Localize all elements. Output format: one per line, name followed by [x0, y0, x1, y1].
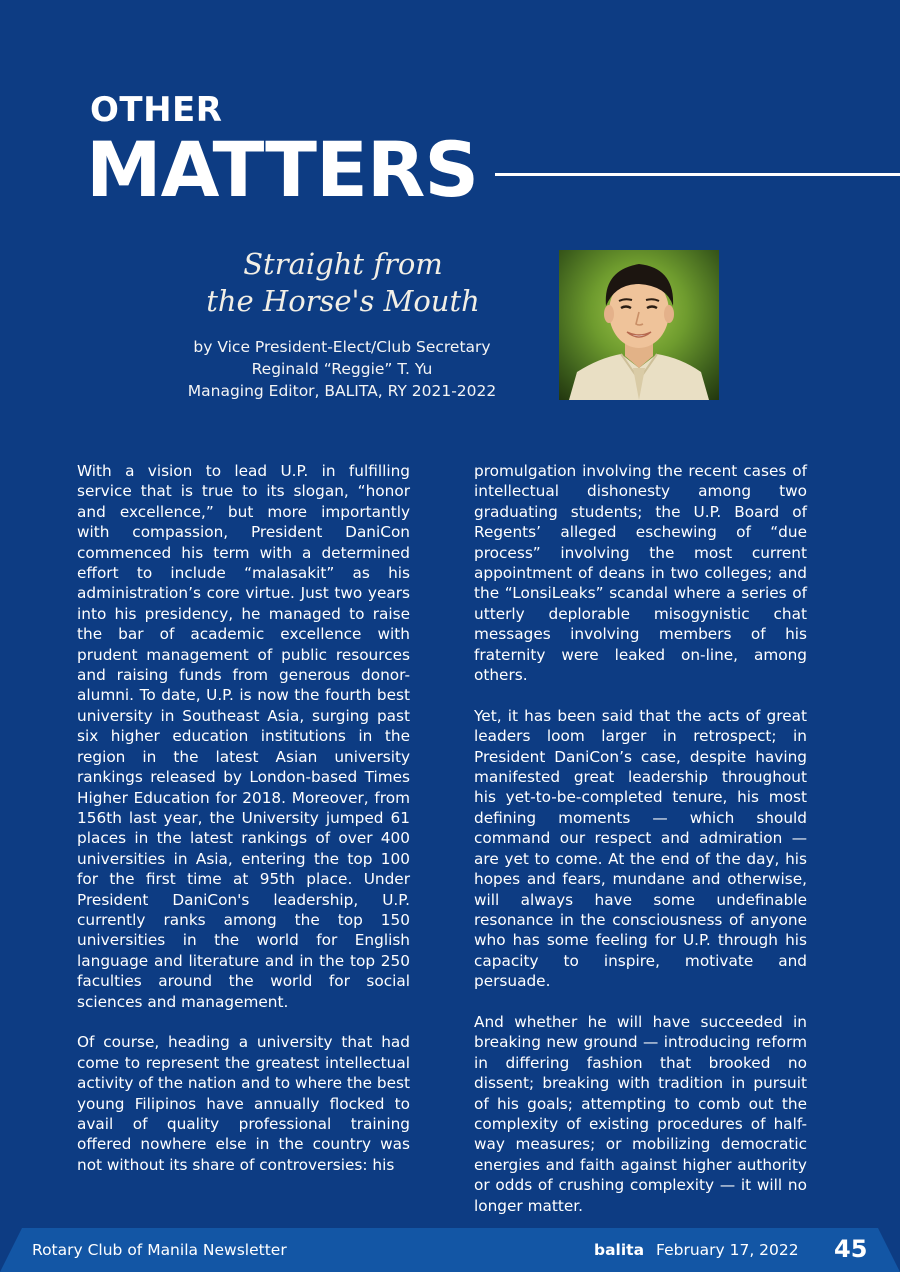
article-title-line-1: Straight from [243, 247, 443, 281]
article-column-right [474, 461, 807, 1236]
author-portrait [559, 250, 719, 400]
article-title-line-2: the Horse's Mouth [206, 284, 480, 318]
byline-line: by Vice President-Elect/Club Secretary [193, 338, 491, 356]
byline-line: Reginald “Reggie” T. Yu [251, 360, 433, 378]
portrait-illustration [559, 250, 719, 400]
body-paragraph: promulgation involving the recent cases of intellectual dishonesty among two graduating students; the U.P. Board of Regents’ alleged eschewing of “due process” involving the most current appointment of deans in two colleges; and the “LonsiLeaks” scandal where a series of utterly deplorable misogynistic chat messages involving members of his fraternity were leaked on-line, among others. [474, 462, 807, 685]
body-paragraph: Of course, heading a university that had come to represent the greatest intellectual activity of the nation and to where the best young Filipinos have annually flocked to avail of quality professional training offered nowhere else in the country was not without its share of controversies: his [77, 1033, 410, 1174]
footer-publication: Rotary Club of Manila Newsletter [32, 1241, 287, 1259]
article-column-left [77, 461, 410, 1196]
body-paragraph: And whether he will have succeeded in breaking new ground — introducing reform in differing fashion that brooked no dissent; breaking with tradition in pursuit of his goals; attempting to comb out the complexity of existing procedures of half-way measures; or mobilizing democratic energies and faith against higher authority or odds of crushing complexity — it will no longer matter. [474, 1012, 807, 1215]
footer-brand: balita [594, 1241, 645, 1259]
byline [140, 336, 544, 402]
page-footer [0, 1228, 900, 1272]
section-title: MATTERS [86, 125, 479, 214]
footer-date: February 17, 2022 [656, 1241, 799, 1259]
body-paragraph: Yet, it has been said that the acts of great leaders loom larger in retrospect; in President DaniCon’s case, despite having manifested great leadership throughout his yet-to-be-completed tenure, his most defining moments — which should command our respect and admiration — are yet to come. At the end of the day, his hopes and fears, mundane and otherwise, will always have some undefinable resonance in the consciousness of anyone who has some feeling for U.P. through his capacity to inspire, motivate and persuade. [474, 706, 807, 991]
page-number: 45 [834, 1235, 868, 1263]
body-paragraph: With a vision to lead U.P. in fulfilling service that is true to its slogan, “honor and excellence,” but more importantly with compassion, President DaniCon commenced his term with a determined effort to include “malasakit” as his administration’s core virtue. Just two years into his presidency, he managed to raise the bar of academic excellence with prudent management of public resources and raising funds from generous donor-alumni. To date, U.P. is now the fourth best university in Southeast Asia, surging past six higher education institutions in the region in the latest Asian university rankings released by London-based Times Higher Education for 2018. Moreover, from 156th last year, the University jumped 61 places in the latest rankings of over 400 universities in Asia, entering the top 100 for the first time at 95th place. Under President DaniCon's leadership, U.P. currently ranks among the top 150 universities in the world for English language and literature and in the top 250 faculties around the world for social sciences and management. [77, 462, 410, 1011]
article-title [160, 246, 526, 320]
section-kicker: OTHER [90, 90, 223, 130]
byline-line: Managing Editor, BALITA, RY 2021-2022 [187, 382, 497, 400]
header-rule [495, 173, 900, 176]
